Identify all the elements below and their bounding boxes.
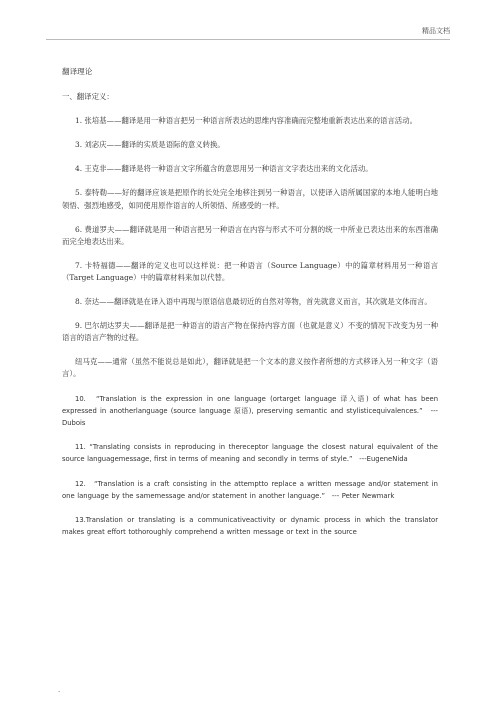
english-paragraph: 12. “Translation is a craft consisting in the attemptto replace a written message and/or statement in one language by the samemessage and/or statement in another language.” --- Peter Newmark	[62, 479, 438, 500]
english-paragraph: 13.Translation or translating is a communicativeactivity or dynamic process in which the translator makes great effort tothoroughly comprehend a written message or text in the source	[62, 515, 438, 537]
section-heading: 一、翻译定义：	[62, 92, 114, 102]
document-title: 翻译理论	[62, 67, 93, 76]
paragraph: 4. 王克非——翻译是将一种语言文字所蕴含的意思用另一种语言文字表达出来的文化活动。	[75, 164, 373, 174]
english-paragraph: 10. “Translation is the expression in one language (ortarget language 译入语) of what has been expressed in anotherlanguage (source language 原语), preserving semantic and stylisticequivalences.” --- Dubois	[62, 394, 438, 427]
english-paragraph: 11. “Translating consists in reproducing in thereceptor language the closest natural equivalent of the source languagemessage, first in terms of meaning and secondly in terms of style.” ---EugeneNida	[62, 443, 438, 464]
paragraph: 5. 泰特勒——好的翻译应该是把原作的长处完全地移注到另一种语言，以使译入语所属国家的本地人能明白地领悟、强烈地感受，如同使用原作语言的人所领悟、所感受的一样。	[62, 188, 438, 210]
header-tag: 精品文档	[422, 27, 450, 35]
paragraph: 3. 刘宓庆——翻译的实质是语际的意义转换。	[75, 140, 225, 150]
paragraph: 1. 张培基——翻译是用一种语言把另一种语言所表达的思维内容准确而完整地重新表达出来的语言活动。	[75, 116, 417, 126]
document-body	[62, 66, 438, 550]
paragraph: 6. 费道罗夫——翻译就是用一种语言把另一种语言在内容与形式不可分割的统一中所业已表达出来的东西准确而完全地表达出来。	[62, 224, 438, 246]
paragraph: 9. 巴尔胡达罗夫——翻译是把一种语言的语言产物在保持内容方面（也就是意义）不变的情况下改变为另一种语言的语言产物的过程。	[62, 321, 438, 343]
footer-mark: .	[58, 686, 61, 694]
paragraph: 纽马克——通常（虽然不能说总是如此），翻译就是把一个文本的意义按作者所想的方式移译入另一种文字（语言）。	[62, 357, 438, 379]
paragraph: 8. 奈达——翻译就是在译入语中再现与原语信息最切近的自然对等物，首先就意义而言，其次就是文体而言。	[75, 297, 432, 307]
header-divider	[46, 39, 450, 40]
paragraph: 7. 卡特福德——翻译的定义也可以这样说：把一种语言（Source Language）中的篇章材料用另一种语言（Target Language）中的篇章材料来加以代替。	[62, 260, 438, 282]
